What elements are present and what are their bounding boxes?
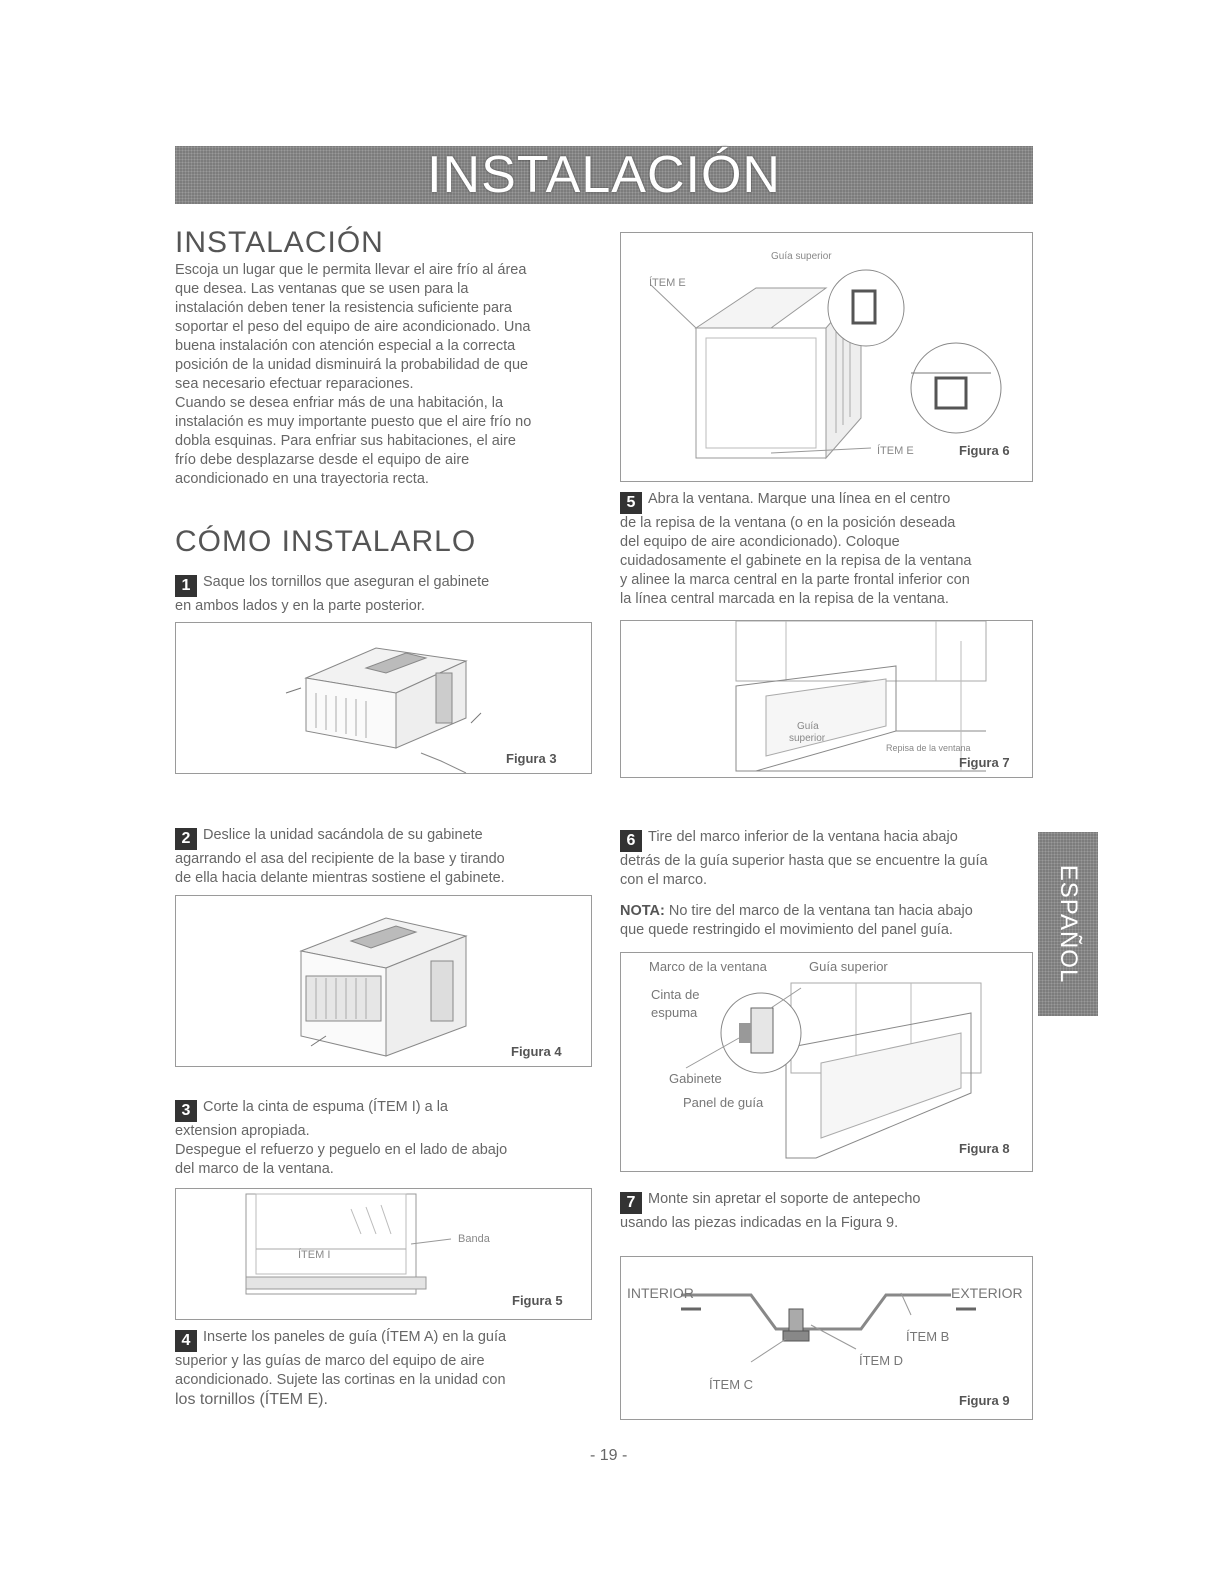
note xyxy=(620,902,1040,940)
text-line: en ambos lados y en la parte posterior. xyxy=(175,598,425,614)
text-line: Tire del marco inferior de la ventana hacia abajo xyxy=(648,829,958,845)
intro-paragraph xyxy=(175,261,595,489)
text-line: extension apropiada. xyxy=(175,1123,310,1139)
figure-8-guia-superior-label: Guía superior xyxy=(809,959,888,974)
figure-5-label: Figura 5 xyxy=(512,1293,563,1308)
step-2 xyxy=(175,826,595,888)
text-line: No tire del marco de la ventana tan hacia abajo xyxy=(664,903,973,919)
text-line: acondicionado. Sujete las cortinas en la unidad con xyxy=(175,1372,506,1388)
text-line: sea necesario efectuar reparaciones. xyxy=(175,376,414,392)
text-line: detrás de la guía superior hasta que se encuentre la guía xyxy=(620,853,988,869)
figure-9-interior-label: INTERIOR xyxy=(627,1285,694,1301)
figure-8-panel-label: Panel de guía xyxy=(683,1095,764,1110)
text-line: superior y las guías de marco del equipo de aire xyxy=(175,1353,485,1369)
step-1 xyxy=(175,573,595,616)
text-line: Corte la cinta de espuma (ÍTEM I) a la xyxy=(203,1099,448,1115)
figure-8 xyxy=(620,952,1033,1172)
text-line: instalación deben tener la resistencia suficiente para xyxy=(175,300,512,316)
language-tab-label: ESPAÑOL xyxy=(1055,864,1082,984)
text-line: Despegue el refuerzo y peguelo en el lado de abajo xyxy=(175,1142,508,1158)
text-line: dobla esquinas. Para enfriar sus habitaciones, el aire xyxy=(175,433,516,449)
text-line: Deslice la unidad sacándola de su gabinete xyxy=(203,827,483,843)
text-line: del marco de la ventana. xyxy=(175,1161,334,1177)
section-banner xyxy=(175,146,1033,204)
figure-8-marco-label: Marco de la ventana xyxy=(649,959,767,974)
text-line: usando las piezas indicadas en la Figura 9. xyxy=(620,1215,899,1231)
step-5 xyxy=(620,490,1040,609)
text-line: acondicionado en una trayectoria recta. xyxy=(175,471,429,487)
text-line: Escoja un lugar que le permita llevar el aire frío al área xyxy=(175,262,527,278)
text-line: agarrando el asa del recipiente de la base y tirando xyxy=(175,851,505,867)
text-line: instalación es muy importante puesto que el aire frío no xyxy=(175,414,532,430)
figure-7-label: Figura 7 xyxy=(959,755,1010,770)
step-3 xyxy=(175,1098,595,1179)
figure-8-cinta-de-label: Cinta de xyxy=(651,987,700,1002)
banner-title: INSTALACIÓN xyxy=(427,146,781,204)
figure-9 xyxy=(620,1256,1033,1420)
text-line: buena instalación con atención especial a la correcta xyxy=(175,338,516,354)
text-line: Saque los tornillos que aseguran el gabinete xyxy=(203,574,490,590)
text-line: la línea central marcada en la repisa de la ventana. xyxy=(620,591,949,607)
figure-8-espuma-label: espuma xyxy=(651,1005,698,1020)
figure-6-guia-superior-label: Guía superior xyxy=(771,251,832,262)
step-number: 2 xyxy=(175,828,197,850)
figure-8-illustration xyxy=(621,953,1032,1171)
text-line: de ella hacia delante mientras sostiene el gabinete. xyxy=(175,870,505,886)
step-number: 4 xyxy=(175,1330,197,1352)
figure-8-label: Figura 8 xyxy=(959,1141,1010,1156)
heading-como-instalarlo: CÓMO INSTALARLO xyxy=(175,525,477,558)
text-line: los tornillos (ÍTEM E). xyxy=(175,1391,328,1408)
step-number: 1 xyxy=(175,575,197,597)
step-number: 6 xyxy=(620,830,642,852)
figure-6-item-e-top-label: ÍTEM E xyxy=(649,277,686,289)
figure-3-label: Figura 3 xyxy=(506,751,557,766)
text-line: Cuando se desea enfriar más de una habitación, la xyxy=(175,395,504,411)
text-line: que desea. Las ventanas que se usen para la xyxy=(175,281,469,297)
figure-7-superior-label: superior xyxy=(789,733,826,744)
step-number: 5 xyxy=(620,492,642,514)
figure-9-item-b-label: ÍTEM B xyxy=(906,1329,950,1344)
figure-9-label: Figura 9 xyxy=(959,1393,1010,1408)
figure-6-item-e-bottom-label: ÍTEM E xyxy=(877,445,914,457)
page-number: - 19 - xyxy=(590,1447,628,1464)
figure-3 xyxy=(175,622,592,774)
step-number: 7 xyxy=(620,1192,642,1214)
text-line: Monte sin apretar el soporte de antepecho xyxy=(648,1191,921,1207)
text-line: con el marco. xyxy=(620,872,708,888)
figure-4-illustration xyxy=(176,896,591,1066)
text-line: del equipo de aire acondicionado). Coloque xyxy=(620,534,900,550)
text-line: Abra la ventana. Marque una línea en el centro xyxy=(648,491,951,507)
text-line: cuidadosamente el gabinete en la repisa de la ventana xyxy=(620,553,972,569)
text-line: posición de la unidad disminuirá la probabilidad de que xyxy=(175,357,529,373)
step-4 xyxy=(175,1328,595,1409)
language-tab xyxy=(1038,832,1098,1016)
figure-4 xyxy=(175,895,592,1067)
figure-7-guia-label: Guía xyxy=(797,721,819,732)
text-line: de la repisa de la ventana (o en la posición deseada xyxy=(620,515,956,531)
figure-5-item-i-label: ÍTEM I xyxy=(298,1249,331,1261)
figure-6-label: Figura 6 xyxy=(959,443,1010,458)
figure-7-illustration xyxy=(621,621,1032,777)
text-line: Inserte los paneles de guía (ÍTEM A) en la guía xyxy=(203,1329,507,1345)
figure-4-label: Figura 4 xyxy=(511,1044,562,1059)
figure-8-gabinete-label: Gabinete xyxy=(669,1071,722,1086)
figure-7-repisa-label: Repisa de la ventana xyxy=(886,743,971,753)
figure-6 xyxy=(620,232,1033,482)
step-number: 3 xyxy=(175,1100,197,1122)
text-line: soportar el peso del equipo de aire acondicionado. Una xyxy=(175,319,531,335)
note-label: NOTA: xyxy=(620,903,665,919)
figure-9-item-c-label: ÍTEM C xyxy=(709,1377,754,1392)
text-line: que quede restringido el movimiento del panel guía. xyxy=(620,922,953,938)
figure-5 xyxy=(175,1188,592,1320)
figure-9-exterior-label: EXTERIOR xyxy=(951,1285,1023,1301)
text-line: y alinee la marca central en la parte frontal inferior con xyxy=(620,572,970,588)
figure-7 xyxy=(620,620,1033,778)
figure-9-item-d-label: ÍTEM D xyxy=(859,1353,904,1368)
text-line: frío debe desplazarse desde el equipo de aire xyxy=(175,452,470,468)
step-6 xyxy=(620,828,1040,890)
step-7 xyxy=(620,1190,1040,1233)
heading-instalacion: INSTALACIÓN xyxy=(175,226,384,259)
figure-5-banda-label: Banda xyxy=(458,1233,490,1245)
